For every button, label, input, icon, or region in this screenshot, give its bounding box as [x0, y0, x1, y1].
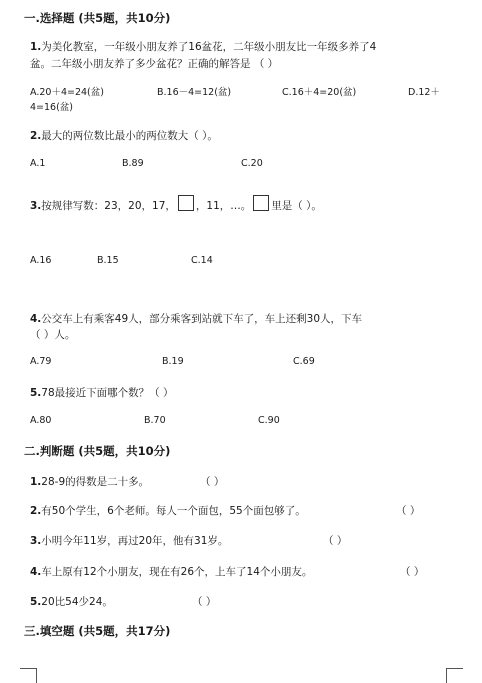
question-text: 28-9的得数是二十多。	[41, 476, 150, 488]
option-c: C.16＋4=20(盆)	[282, 87, 357, 98]
option-d: D.12＋	[408, 87, 440, 98]
option-a: A.80	[30, 415, 52, 426]
question-5	[30, 385, 174, 400]
question-text-c: 里是（ ）。	[271, 200, 322, 212]
question-number: 3.	[30, 200, 42, 212]
question-text: 有50个学生，6个老师。每人一个面包，55个面包够了。	[41, 505, 306, 517]
question-number: 1.	[30, 41, 42, 53]
page-corner-mark-left	[20, 668, 37, 683]
option-b: B.70	[144, 415, 166, 426]
option-c: C.14	[191, 255, 213, 266]
option-d-cont: 4=16(盆)	[30, 102, 74, 113]
question-text: 最大的两位数比最小的两位数大（ ）。	[41, 130, 218, 142]
question-3	[30, 195, 322, 213]
question-number: 5.	[30, 387, 42, 399]
option-c: C.20	[241, 158, 263, 169]
judge-question-3	[30, 533, 228, 548]
question-text: 公交车上有乘客49人，部分乘客到站就下车了，车上还剩30人，下车	[41, 313, 363, 325]
option-c: C.90	[258, 415, 280, 426]
judge-question-4	[30, 564, 312, 579]
option-b: B.89	[122, 158, 144, 169]
question-number: 4.	[30, 566, 42, 578]
option-a: A.79	[30, 356, 52, 367]
answer-paren: （ ）	[400, 566, 425, 578]
question-number: 5.	[30, 596, 42, 608]
question-text: 小明今年11岁，再过20年，他有31岁。	[41, 535, 229, 547]
question-number: 4.	[30, 313, 42, 325]
question-number: 3.	[30, 535, 42, 547]
section-title-fill: 三.填空题 (共5题，共17分)	[24, 624, 171, 638]
option-c: C.69	[293, 356, 315, 367]
question-1-line2: 盆。二年级小朋友养了多少盆花？正确的解答是 （ ）	[30, 58, 279, 70]
question-number: 2.	[30, 130, 42, 142]
question-number: 1.	[30, 476, 42, 488]
question-text: 为美化教室，一年级小朋友养了16盆花，二年级小朋友比一年级多养了4	[41, 41, 377, 53]
section-title-judge: 二.判断题 (共5题，共10分)	[24, 444, 171, 458]
question-number: 2.	[30, 505, 42, 517]
option-a: A.1	[30, 158, 46, 169]
judge-question-1	[30, 474, 149, 489]
question-text-b: ，11，…。	[195, 200, 252, 212]
question-text: 20比54少24。	[41, 596, 113, 608]
option-a: A.20＋4=24(盆)	[30, 87, 104, 98]
answer-paren: （ ）	[200, 476, 225, 488]
question-text: 车上原有12个小朋友，现在有26个，上车了14个小朋友。	[41, 566, 313, 578]
page-corner-mark-right	[446, 668, 463, 683]
option-b: B.19	[162, 356, 184, 367]
question-2	[30, 128, 218, 143]
option-b: B.16－4=12(盆)	[157, 87, 232, 98]
blank-box	[253, 195, 269, 211]
section-title-choice: 一.选择题 (共5题，共10分)	[24, 11, 171, 25]
answer-paren: （ ）	[192, 596, 217, 608]
question-text-a: 按规律写数：23，20，17，	[41, 200, 176, 212]
blank-box	[178, 195, 194, 211]
answer-paren: （ ）	[323, 535, 348, 547]
option-b: B.15	[97, 255, 119, 266]
answer-paren: （ ）	[396, 505, 421, 517]
question-4	[30, 311, 362, 326]
judge-question-5	[30, 594, 113, 609]
question-1	[30, 39, 376, 54]
question-4-line2: （ ）人。	[30, 329, 76, 341]
question-text: 78最接近下面哪个数？（ ）	[41, 387, 174, 399]
option-a: A.16	[30, 255, 52, 266]
judge-question-2	[30, 503, 306, 518]
